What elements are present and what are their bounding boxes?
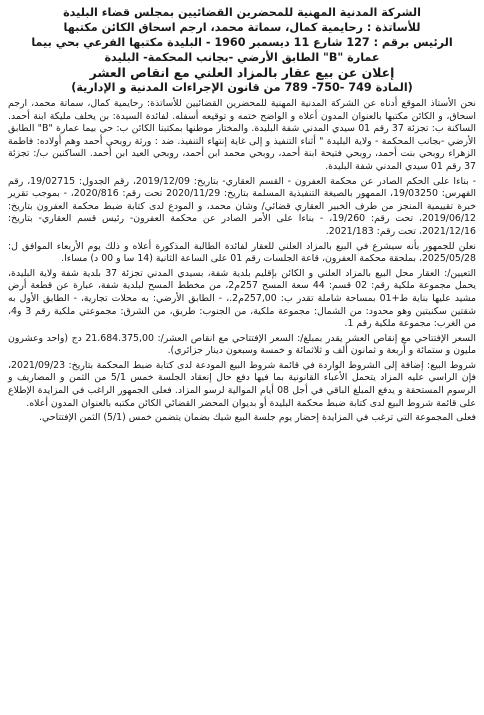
paragraph-judgments: - بناءا على الحكم الصادر عن محكمة العفرون - القسم العقاري- بتاريخ: 2019/12/09، رقم الجدول: 19/02715، رقم الفهرس: 19/03250، الممهور بالصيغة التنفيذية المسلمة بتاريخ: 2020/11/29 تحت رقم: 2020/816، - بموجب تقرير خبرة تقييمية المنجز من طرف الخبير العقاري قضائي/ وشان محمد، و المودع لدى كتابة ضبط محكمة العفرون بتاريخ: 2019/06/12، تحت رقم: 19/260، - بناءا على الأمر الصادر عن محكمة العفرون- رئيس قسم العقاري- بتاريخ: 2021/12/16، تحت رقم: 2021/183.: [8, 175, 477, 237]
paragraph-opening-price: السعر الإفتتاحي مع إنقاص العشر يقدر بمبلغ/: السعر الإفتتاحي مع انقاص العشر/: 21.684.375,00 دج (واحد وعشرون مليون و ستمائة و أربعة و ثمانون ألف و ثلاثمائة و خمسة وسبعون دينار جزائري).: [8, 332, 476, 357]
paragraph-parties: نحن الأستاذ الموقع أدناه عن الشركة المدنية المهنية للمحضرين القضائيين للأساتذة: رحايمية كمال، سماتة محمد، ارجم اسحاق، و الكائن مكتبها بالعنوان المدون أعلاه و الواضح ختمه و توقيعه أسفله. لفائدة السيدة: بن يخلف مليكة ابنة أحمد. الساكنة ب: تجزئة 37 رقم 01 سيدي المدني شفة البليدة. والمختار موطنها بمكتبنا الكائن ب: حي بيما عمارة "B" الطابق الأرضي -بجانب المحكمة - ولاية البليدة " أثناء التنفيذ و إلى غاية إنتهاء التنفيذ. ضد : ورثة روبحي أحمد وهم أولاده: فاطمة الزهراء روبحي بنت أحمد، روبحي فتيحة ابنة أحمد، روبحي محمد ابن أحمد، روبحي العيد ابن أحمد. الساكنين ب/: تجزئة 37 رقم 01 سيدي المدني شفة البليدة.: [8, 98, 476, 172]
notice-title: إعلان عن بيع عقار بالمزاد العلني مع انقاص العشر: [89, 65, 395, 80]
firm-name: الشركة المدنية المهنية للمحضرين القضائيين بمجلس قضاء البليدة: [63, 6, 421, 19]
notice-body: [8, 98, 476, 425]
firm-partners: للأساتذة : رحايمية كمال، سماتة محمد، ارجم اسحاق الكائن مكتبها: [63, 21, 421, 34]
paragraph-sale-conditions: شروط البيع: إضافة إلى الشروط الواردة في قائمة شروط البيع المودعة لدى كتابة ضبط المحكمة بتاريخ: 2021/09/23، فإن الراسي عليه المزاد يتحمل الأعباء القانونية بما فيها دفع حال إنعقاد الجلسة خمس 5/1 من الثمن و المصاريف و الرسوم المستحقة و يدفع المبلغ الباقي في أجل 08 أيام الموالية لرسو المزاد. فعلى الجمهور الراغب في المزايدة الإطلاع على قائمة شروط البيع لدى كتابة ضبط محكمة البليدة أو بديوان المحضر القضائي الكائن مكتبه بالعنوان المدون أعلاه.: [8, 359, 476, 409]
firm-branch-address: عمارة "B" الطابق الأرضي -بجانب المحكمة- البليدة: [104, 51, 380, 64]
paragraph-auction-date: نعلن للجمهور بأنه سيشرع في البيع بالمزاد العلني للعقار لفائدة الطالبة المذكورة أعلاه و ذلك يوم الأربعاء الموافق ل: 2025/05/28، بملحقة محكمة العفرون، قاعة الجلسات رقم 01 على الساعة الثانية (14 سا و 00 د) مساءا.: [8, 240, 476, 265]
paragraph-guarantee: فعلى المجموعة التي ترغب في المزايدة إحضار يوم جلسة البيع شيك بضمان يتضمن خمس (5/1) الثمن الإفتتاحي.: [39, 412, 476, 424]
legal-reference: (المادة 749 -750- 789 من قانون الإجراءات المدنية و الإدارية): [71, 81, 413, 94]
paragraph-property-description: التعيين/: العقار محل البيع بالمزاد العلني و الكائن بإقليم بلدية شفة، بسيدي المدني تجزئة 37 بلدية شفة ولاية البليدة، يحمل مجموعة ملكية رقم: 02 قسم: 44 سعة المسح 257م2، من مخطط المسح لبلدية شفة، عبارة عن قطعة أرض مشيد عليها بناية ط+01 بمساحة شاملة تقدر ب: 257,00م2.، - الطابق الأرضي: به محلات تجارية، - الطابق الأول به شقتين سكنيتين وهو محدود: من الشمال: مجموعة ملكية، من الجنوب: طريق، من الشرق: مجموعتي ملكية رقم 3 و4، من الغرب: مجموعة ملكية رقم 1.: [8, 267, 477, 330]
notice-header: [8, 5, 476, 95]
firm-address: الرئيس برقم : 127 شارع 11 ديسمبر 1960 - البليدة مكتبها الفرعي بحي بيما: [31, 36, 453, 49]
